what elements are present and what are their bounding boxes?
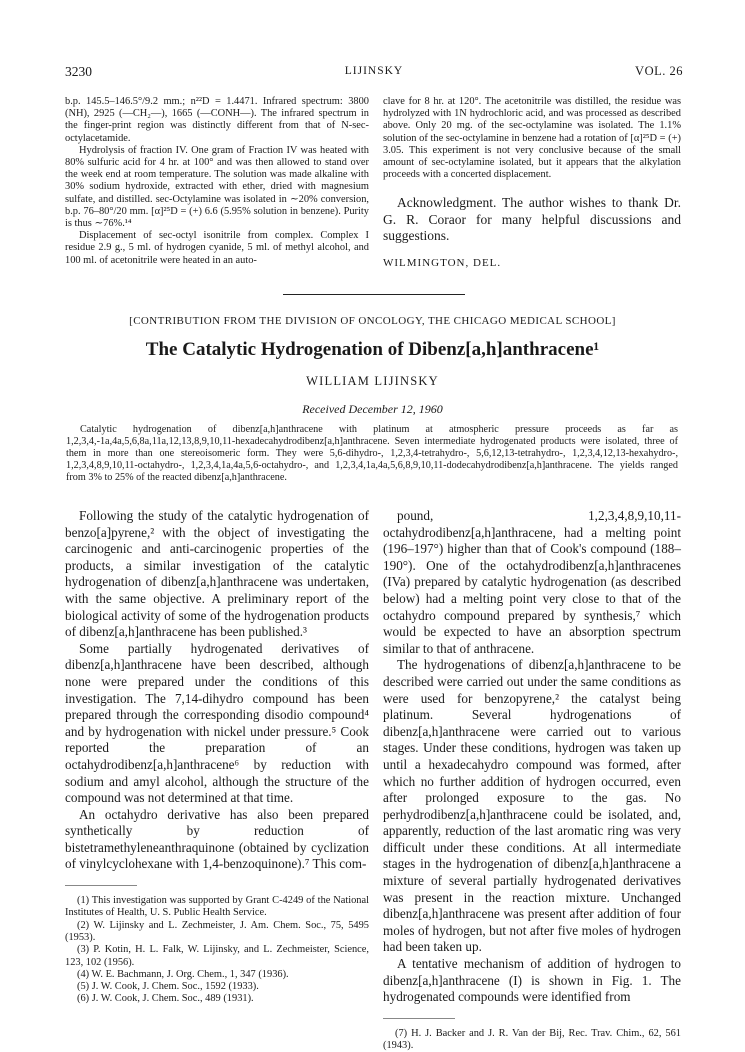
body-paragraph: pound, 1,2,3,4,8,9,10,11-octahydrodibenz[a,h]anthracene, had a melting point (196–197°) higher than that of Cook's compound (188–190°). One of the octahydrodibenz[a,h]anthracenes (IVa) prepared by catalytic hydrogenation (as described below) had a melting point very close to that of the octahydro compound prepared by synthesis,⁷ which would be expected to have an absorption spectrum similar to that of anthracene.: [383, 508, 681, 656]
running-title: LIJINSKY: [344, 65, 404, 77]
body-paragraph: A tentative mechanism of addition of hydrogen to dibenz[a,h]anthracene (I) is shown in Fig. 1. The hydrogenated compounds were identified from: [383, 956, 681, 1005]
received-date: Received December 12, 1960: [302, 402, 443, 416]
previous-article-right-column: [383, 96, 681, 269]
abstract: Catalytic hydrogenation of dibenz[a,h]anthracene with platinum at atmospheric pressure proceeds as far as 1,2,3,4,-1a,4a,5,6,8a,11a,12,13,8,9,10,11-hexadecahydrodibenz[a,h]anthracene. Seven intermediate hydrogenated products were isolated, three of them in more than one stereoisomeric form. They were 5,6-dihydro-, 1,2,3,4-tetrahydro-, 5,6,12,13-tetrahydro-, 1,2,3,4,12,13-hexahydro-, 1,2,3,4,8,9,10,11-octahydro-, 1,2,3,4,1a,4a,5,6-octahydro-, and 1,2,3,4,1a,4a,5,6,8,9,10,11-dodecahydrodibenz[a,h]anthracene. The yields ranged from 3% to 25% of the reacted dibenz[a,h]anthracene.: [66, 424, 678, 484]
article-title: The Catalytic Hydrogenation of Dibenz[a,h]anthracene¹: [145, 339, 600, 360]
footnote: (5) J. W. Cook, J. Chem. Soc., 1592 (1933).: [77, 981, 259, 993]
footnote: (1) This investigation was supported by Grant C-4249 of the National Institutes of Health, U. S. Public Health Service.: [65, 895, 369, 919]
contribution-line: [CONTRIBUTION FROM THE DIVISION OF ONCOLOGY, THE CHICAGO MEDICAL SCHOOL]: [129, 315, 616, 327]
body-paragraph: Following the study of the catalytic hydrogenation of benzo[a]pyrene,² with the object of investigating the carcinogenic and anti-carcinogenic properties of the products, a similar investigation of the catalytic hydrogenation of dibenz[a,h]anthracene was undertaken, with the same objective. A preliminary report of the biological activity of some of the hydrogenation products of dibenz[a,h]anthracene has been published.³: [65, 508, 369, 640]
place-line: WILMINGTON, DEL.: [383, 256, 502, 269]
footnotes-right: [383, 1028, 681, 1052]
footnote-divider: [65, 885, 137, 886]
footnote: (3) P. Kotin, H. L. Falk, W. Lijinsky, and L. Zechmeister, Science, 123, 102 (1956).: [65, 944, 369, 968]
footnote: (2) W. Lijinsky and L. Zechmeister, J. Am. Chem. Soc., 75, 5495 (1953).: [65, 919, 369, 943]
volume-label: VOL. 26: [635, 64, 683, 78]
body-right-column: [383, 508, 681, 1052]
previous-article-left-column: [65, 96, 369, 267]
acknowledgment: Acknowledgment. The author wishes to thank Dr. G. R. Coraor for many helpful discussions and suggestions.: [383, 195, 681, 244]
article-author: WILLIAM LIJINSKY: [306, 374, 439, 388]
body-left-column: [65, 508, 369, 1006]
running-header: [65, 64, 683, 80]
prev-paragraph: clave for 8 hr. at 120°. The acetonitrile was distilled, the residue was hydrolyzed with 1N hydrochloric acid, and was processed as described above. Only 20 mg. of the sec-octylamine was isolated. The 1.1% solution of the sec-octylamine in benzene had a rotation of [α]²⁵D = (+) 3.05. This experiment is not very conclusive because of the small amount of sec-octylamine isolated, but it appears that the alkylation proceeds with a concerted displacement.: [383, 96, 681, 181]
body-paragraph: An octahydro derivative has also been prepared synthetically by reduction of bistetramethyleneanthraquinone (obtained by cyclization of vinylcyclohexane with 1,4-benzoquinone).⁷ This com-: [65, 806, 369, 872]
footnote: (6) J. W. Cook, J. Chem. Soc., 489 (1931).: [77, 993, 254, 1005]
footnote: (4) W. E. Bachmann, J. Org. Chem., 1, 347 (1936).: [77, 968, 289, 980]
prev-paragraph: Displacement of sec-octyl isonitrile from complex. Complex I residue 2.9 g., 5 ml. of hydrogen cyanide, 5 ml. of methyl alcohol, and 100 ml. of acetonitrile were heated in an auto-: [65, 230, 369, 266]
page-number: 3230: [65, 64, 92, 79]
footnote-divider: [383, 1018, 455, 1019]
body-paragraph: Some partially hydrogenated derivatives of dibenz[a,h]anthracene have been described, although none were prepared under the conditions of this investigation. The 7,14-dihydro compound has been prepared through the corresponding disodio compound⁴ and by hydrogenation with nickel under pressure.⁵ Cook reported the preparation of an octahydrodibenz[a,h]anthracene⁶ by reduction with sodium and amyl alcohol, although the structure of the compound was not determined at that time.: [65, 640, 369, 806]
section-divider: [283, 294, 465, 295]
footnotes-left: [65, 895, 369, 1006]
prev-paragraph: b.p. 145.5–146.5°/9.2 mm.; n²²D = 1.4471. Infrared spectrum: 3800 (NH), 2925 (—CH₂—), 1665 (—CONH—). The infrared spectrum in the finger-print region was distinctly different from that of N-sec-octylacetamide.: [65, 96, 369, 144]
prev-paragraph: Hydrolysis of fraction IV. One gram of Fraction IV was heated with 80% sulfuric acid for 4 hr. at 100° and was then allowed to stand over the week end at room temperature. The solution was made alkaline with 30% sodium hydroxide, extracted with ether, dried with magnesium sulfate, and distilled. sec-Octylamine was isolated in ∼20% conversion, b.p. 76–80°/20 mm. [α]²⁵D = (+) 6.6 (5.95% solution in benzene). Purity is thus ∼76%.¹⁴: [65, 144, 369, 230]
body-paragraph: The hydrogenations of dibenz[a,h]anthracene to be described were carried out under the same conditions as were used for benzopyrene,² the catalyst being platinum. Several hydrogenations of dibenz[a,h]anthracene were carried out to various stages. Under these conditions, hydrogen was taken up until a hexadecahydro compound was formed, after which no further addition of hydrogen occurred, even after prolonged exposure to the gas. No perhydrodibenz[a,h]anthracene could be isolated, and, apparently, reduction of the last aromatic ring was very difficult under these conditions. At all intermediate stages in the hydrogenation of dibenz[a,h]anthracene a mixture of several partially hydrogenated derivatives was present in the reaction mixture. Unchanged dibenz[a,h]anthracene was present after addition of four moles of hydrogen, but not after five moles of hydrogen had been taken up.: [383, 657, 681, 955]
footnote: (7) H. J. Backer and J. R. Van der Bij, Rec. Trav. Chim., 62, 561 (1943).: [383, 1027, 681, 1052]
